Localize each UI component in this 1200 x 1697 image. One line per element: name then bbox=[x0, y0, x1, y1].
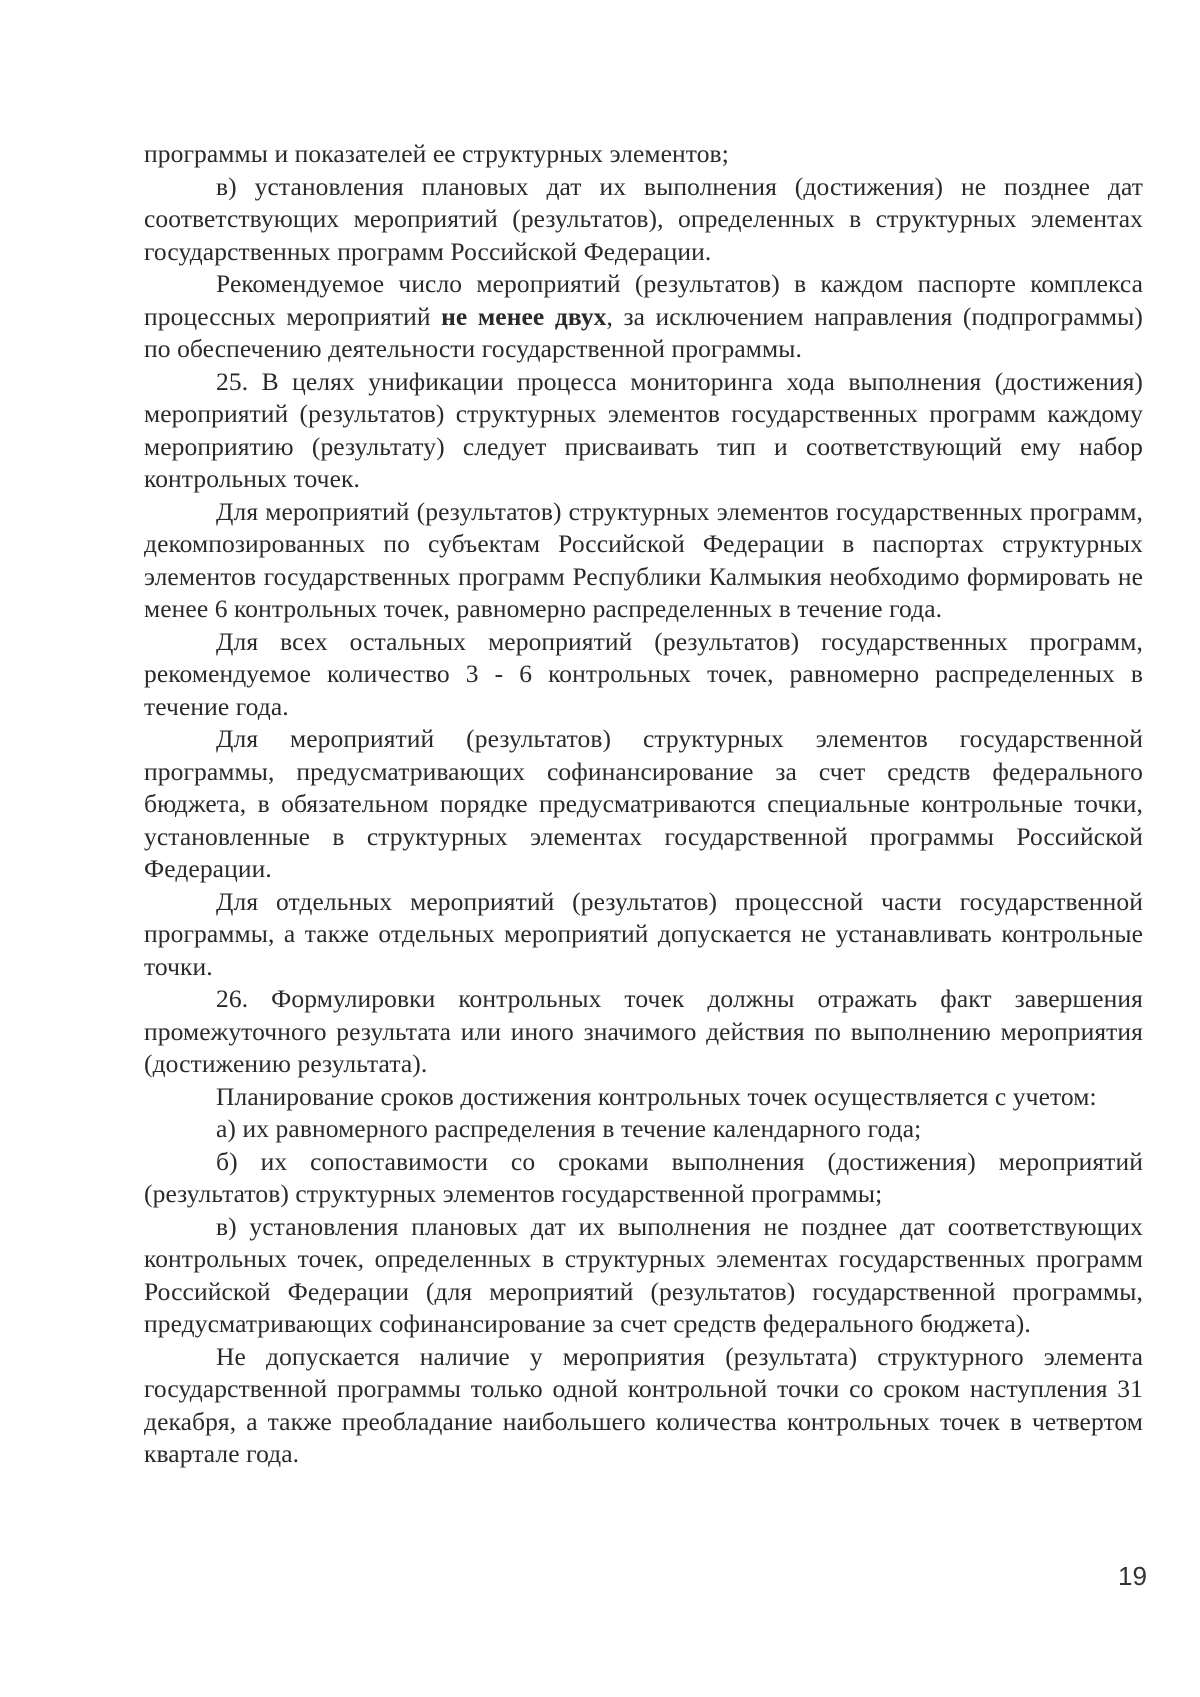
paragraph-item-b: б) их сопоставимости со сроками выполнения (достижения) мероприятий (результатов) структурных элементов государственной программы; bbox=[144, 1146, 1143, 1208]
paragraph-process-part: Для отдельных мероприятий (результатов) процессной части государственной программы, а также отдельных мероприятий допускается не устанавливать контрольные точки. bbox=[144, 886, 1143, 981]
paragraph-not-allowed: Не допускается наличие у мероприятия (результата) структурного элемента государственной программы только одной контрольной точки со сроком наступления 31 декабря, а также преобладание наибольшего количества контрольных точек в четвертом квартале года. bbox=[144, 1341, 1143, 1468]
paragraph-others: Для всех остальных мероприятий (результатов) государственных программ, рекомендуемое количество 3 - 6 контрольных точек, равномерно распределенных в течение года. bbox=[144, 626, 1143, 721]
paragraph-25: 25. В целях унификации процесса мониторинга хода выполнения (достижения) мероприятий (результатов) структурных элементов государственных программ каждому мероприятию (результату) следует присваивать тип и соответствующий ему набор контрольных точек. bbox=[144, 366, 1143, 493]
page-number: 19 bbox=[1118, 1561, 1147, 1591]
paragraph-recommended-count-start: Рекомендуемое число мероприятий (результатов) в каждом паспорте комплекса процессных мероприятий bbox=[144, 269, 1143, 331]
paragraph-recommended-count bbox=[144, 268, 1143, 366]
paragraph-item-a: а) их равномерного распределения в течение календарного года; bbox=[216, 1114, 922, 1143]
paragraph-26: 26. Формулировки контрольных точек должны отражать факт завершения промежуточного результата или иного значимого действия по выполнению мероприятия (достижению результата). bbox=[144, 984, 1143, 1078]
paragraph-item-v-1: в) установления плановых дат их выполнения (достижения) не позднее дат соответствующих мероприятий (результатов), определенных в структурных элементах государственных программ Российской Федерации. bbox=[144, 171, 1143, 266]
paragraph-cofinancing: Для мероприятий (результатов) структурных элементов государственной программы, предусматривающих софинансирование за счет средств федерального бюджета, в обязательном порядке предусматриваются специальные контрольные точки, установленные в структурных элементах государственной программы Российской Федерации. bbox=[144, 724, 1143, 883]
bold-phrase-not-less-than-two: не менее двух bbox=[441, 301, 607, 331]
paragraph-subjects: Для мероприятий (результатов) структурных элементов государственных программ, декомпозированных по субъектам Российской Федерации в паспортах структурных элементов государственных программ Республики Калмыкия необходимо формировать не менее 6 контрольных точек, равномерно распределенных в течение года. bbox=[144, 496, 1143, 623]
document-body bbox=[144, 138, 1143, 1471]
paragraph-item-v-2: в) установления плановых дат их выполнения не позднее дат соответствующих контрольных точек, определенных в структурных элементах государственных программ Российской Федерации (для мероприятий (результатов) государственной программы, предусматривающих софинансирование за счет средств федерального бюджета). bbox=[144, 1211, 1143, 1338]
paragraph-continuation: программы и показателей ее структурных элементов; bbox=[144, 139, 729, 168]
paragraph-planning: Планирование сроков достижения контрольных точек осуществляется с учетом: bbox=[216, 1081, 1097, 1111]
paragraph-recommended-count-end: , за исключением направления (подпрограммы) по обеспечению деятельности государственной программы. bbox=[144, 301, 1143, 363]
